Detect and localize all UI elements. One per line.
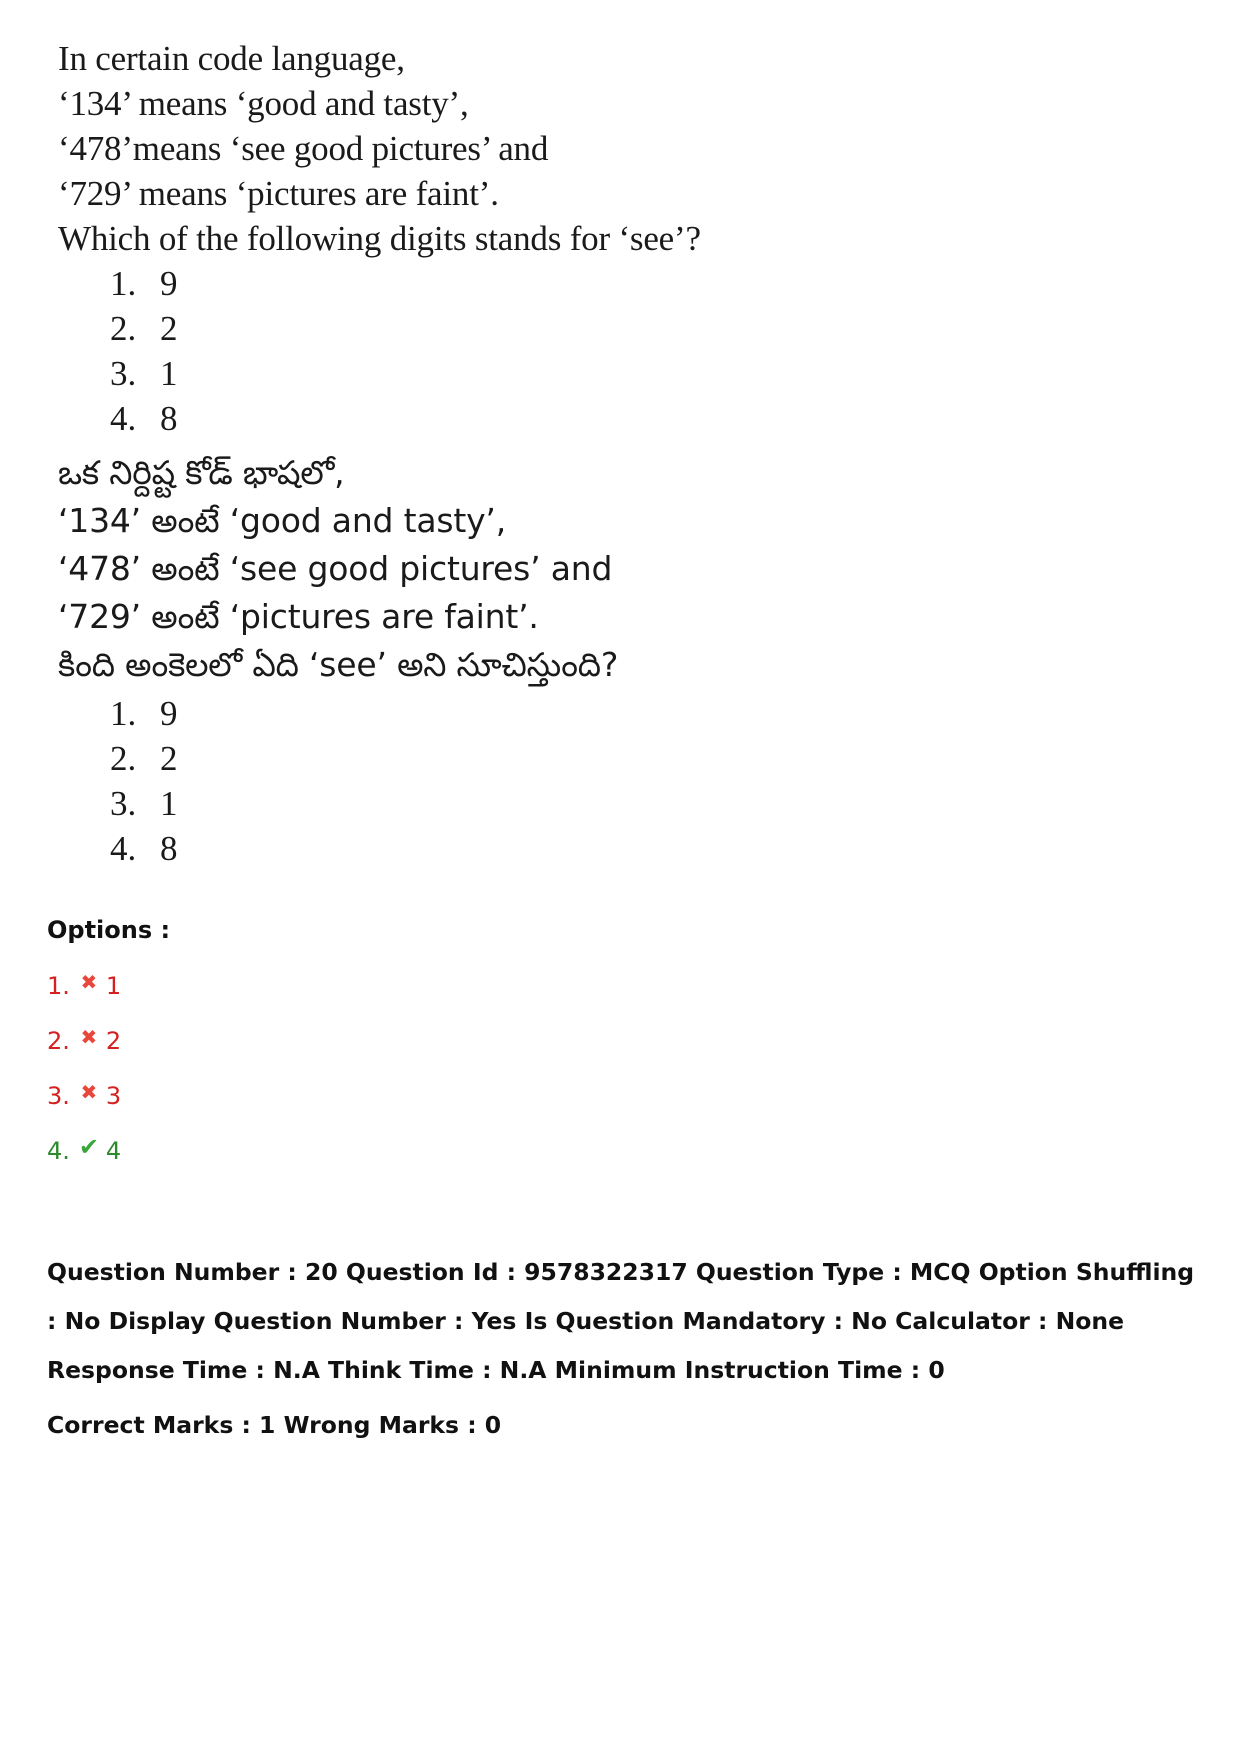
option-value: 1	[160, 784, 178, 823]
question-option	[58, 826, 758, 871]
option-value: 2	[160, 309, 178, 348]
cross-icon: ✖	[80, 1025, 98, 1049]
option-value: 8	[160, 399, 178, 438]
option-value: 9	[160, 264, 178, 303]
answer-option-value: 3	[105, 1082, 122, 1110]
answer-option-number: 4.	[47, 1137, 70, 1165]
answer-option-number: 2.	[47, 1027, 70, 1055]
question-line: ‘478’means ‘see good pictures’ and	[58, 129, 549, 168]
answer-option-number: 1.	[47, 972, 70, 1000]
answer-option-value: 2	[105, 1027, 122, 1055]
question-line: ‘478’ అంటే ‘see good pictures’ and	[58, 549, 613, 588]
option-number: 2.	[110, 739, 137, 778]
option-number: 3.	[110, 354, 137, 393]
option-value: 2	[160, 739, 178, 778]
question-line: ‘134’ means ‘good and tasty’,	[58, 84, 469, 123]
question-line: ‘729’ means ‘pictures are faint’.	[58, 174, 499, 213]
question-line: ‘729’ అంటే ‘pictures are faint’.	[58, 597, 539, 636]
question-telugu	[58, 449, 758, 871]
option-number: 1.	[110, 264, 137, 303]
question-meta-text: Question Number : 20 Question Id : 9578322317 Question Type : MCQ Option Shuffling : No Display Question Number : Yes Is Question Mandatory : No Calculator : None Response Time : N.A Think Time : N.A Minimum Instruction Time : 0	[47, 1258, 1195, 1384]
question-meta	[47, 1248, 1207, 1450]
question-line: ఒక నిర్దిష్ట కోడ్ భాషలో,	[58, 453, 345, 492]
option-value: 9	[160, 694, 178, 733]
option-value: 1	[160, 354, 178, 393]
question-line: Which of the following digits stands for ‘see’?	[58, 219, 701, 258]
marks-text: Correct Marks : 1 Wrong Marks : 0	[47, 1411, 502, 1439]
answer-option-3	[47, 1076, 170, 1131]
option-number: 2.	[110, 309, 137, 348]
answer-options	[47, 910, 170, 1186]
question-option	[58, 691, 758, 736]
cross-icon: ✖	[80, 1080, 98, 1104]
question-english	[58, 36, 758, 441]
question-line: ‘134’ అంటే ‘good and tasty’,	[58, 501, 506, 540]
question-line: In certain code language,	[58, 39, 405, 78]
question-option	[58, 736, 758, 781]
option-number: 4.	[110, 399, 137, 438]
question-option	[58, 396, 758, 441]
answer-option-value: 1	[105, 972, 122, 1000]
cross-icon: ✖	[80, 970, 98, 994]
answer-option-4	[47, 1131, 170, 1186]
answer-option-2	[47, 1021, 170, 1076]
answer-option-1	[47, 966, 170, 1021]
options-heading: Options :	[47, 916, 171, 944]
question-option	[58, 261, 758, 306]
question-option	[58, 351, 758, 396]
question-option	[58, 781, 758, 826]
option-value: 8	[160, 829, 178, 868]
check-icon: ✔	[78, 1133, 99, 1161]
answer-option-number: 3.	[47, 1082, 70, 1110]
answer-option-value: 4	[105, 1137, 122, 1165]
option-number: 4.	[110, 829, 137, 868]
question-option	[58, 306, 758, 351]
question-line: కింది అంకెలలో ఏది ‘see’ అని సూచిస్తుంది?	[58, 645, 619, 684]
question-image	[58, 36, 758, 871]
option-number: 1.	[110, 694, 137, 733]
option-number: 3.	[110, 784, 137, 823]
